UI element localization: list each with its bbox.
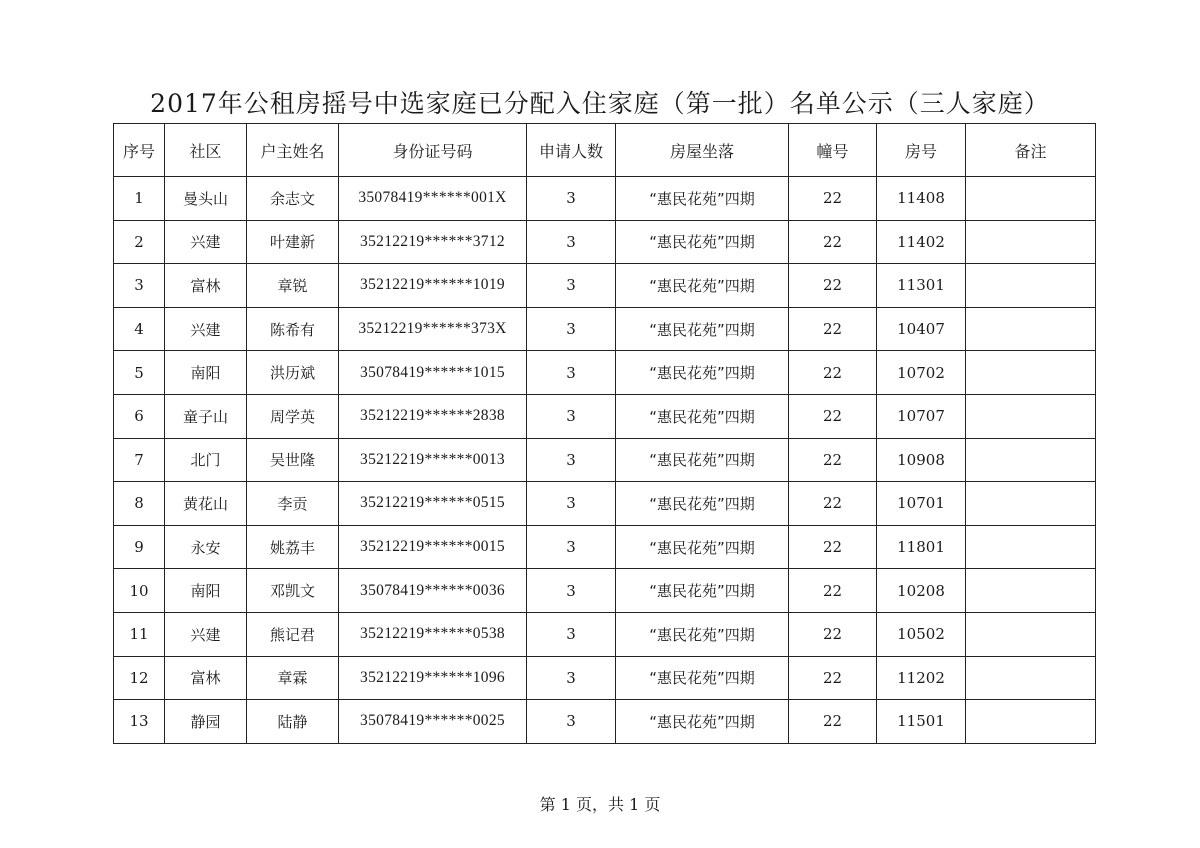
cell-col-seq: 4: [114, 307, 165, 351]
document-title: 2017年公租房摇号中选家庭已分配入住家庭（第一批）名单公示（三人家庭）: [150, 89, 1050, 118]
header-col-building: 幢号: [789, 124, 877, 177]
cell-col-location: “惠民花苑”四期: [616, 656, 789, 700]
cell-col-location: “惠民花苑”四期: [616, 612, 789, 656]
cell-col-applicants: 3: [527, 351, 616, 395]
page-footer: 第 1 页，共 1 页: [539, 795, 661, 814]
header-col-location: 房屋坐落: [616, 124, 789, 177]
cell-col-applicants: 3: [527, 656, 616, 700]
cell-col-location: “惠民花苑”四期: [616, 700, 789, 744]
cell-col-remarks: [966, 700, 1096, 744]
header-col-householder: 户主姓名: [247, 124, 339, 177]
cell-col-householder: 周学英: [247, 394, 339, 438]
cell-col-remarks: [966, 394, 1096, 438]
table-row: [114, 525, 1096, 569]
cell-col-applicants: 3: [527, 482, 616, 526]
table-row: [114, 264, 1096, 308]
cell-col-householder: 余志文: [247, 177, 339, 221]
cell-col-id-number: 35078419******1015: [339, 351, 527, 395]
cell-col-remarks: [966, 656, 1096, 700]
table-row: [114, 569, 1096, 613]
cell-col-id-number: 35078419******0025: [339, 700, 527, 744]
cell-col-room: 11501: [877, 700, 966, 744]
cell-col-room: 10908: [877, 438, 966, 482]
table-row: [114, 351, 1096, 395]
table-row: [114, 656, 1096, 700]
cell-col-householder: 叶建新: [247, 220, 339, 264]
cell-col-building: 22: [789, 438, 877, 482]
cell-col-householder: 陆静: [247, 700, 339, 744]
cell-col-seq: 10: [114, 569, 165, 613]
cell-col-room: 11801: [877, 525, 966, 569]
cell-col-remarks: [966, 351, 1096, 395]
cell-col-community: 曼头山: [165, 177, 247, 221]
cell-col-seq: 9: [114, 525, 165, 569]
cell-col-householder: 李贡: [247, 482, 339, 526]
cell-col-applicants: 3: [527, 612, 616, 656]
cell-col-householder: 陈希有: [247, 307, 339, 351]
table-row: [114, 612, 1096, 656]
cell-col-building: 22: [789, 307, 877, 351]
cell-col-remarks: [966, 264, 1096, 308]
cell-col-location: “惠民花苑”四期: [616, 220, 789, 264]
table-row: [114, 482, 1096, 526]
cell-col-location: “惠民花苑”四期: [616, 307, 789, 351]
household-table: [113, 123, 1096, 744]
cell-col-remarks: [966, 569, 1096, 613]
cell-col-building: 22: [789, 612, 877, 656]
header-col-room: 房号: [877, 124, 966, 177]
cell-col-id-number: 35078419******0036: [339, 569, 527, 613]
cell-col-remarks: [966, 177, 1096, 221]
cell-col-room: 11202: [877, 656, 966, 700]
cell-col-applicants: 3: [527, 177, 616, 221]
cell-col-room: 10702: [877, 351, 966, 395]
cell-col-location: “惠民花苑”四期: [616, 177, 789, 221]
cell-col-location: “惠民花苑”四期: [616, 569, 789, 613]
header-col-community: 社区: [165, 124, 247, 177]
cell-col-seq: 5: [114, 351, 165, 395]
cell-col-room: 11301: [877, 264, 966, 308]
table-header-row: [114, 124, 1096, 177]
cell-col-building: 22: [789, 177, 877, 221]
cell-col-applicants: 3: [527, 525, 616, 569]
cell-col-location: “惠民花苑”四期: [616, 525, 789, 569]
cell-col-room: 10707: [877, 394, 966, 438]
cell-col-seq: 8: [114, 482, 165, 526]
cell-col-room: 11408: [877, 177, 966, 221]
cell-col-seq: 3: [114, 264, 165, 308]
cell-col-id-number: 35078419******001X: [339, 177, 527, 221]
header-col-remarks: 备注: [966, 124, 1096, 177]
cell-col-location: “惠民花苑”四期: [616, 438, 789, 482]
cell-col-community: 南阳: [165, 351, 247, 395]
cell-col-applicants: 3: [527, 307, 616, 351]
cell-col-seq: 2: [114, 220, 165, 264]
header-col-id-number: 身份证号码: [339, 124, 527, 177]
cell-col-householder: 吴世隆: [247, 438, 339, 482]
cell-col-remarks: [966, 612, 1096, 656]
table-row: [114, 220, 1096, 264]
table-row: [114, 394, 1096, 438]
table-row: [114, 700, 1096, 744]
cell-col-community: 兴建: [165, 307, 247, 351]
cell-col-building: 22: [789, 525, 877, 569]
cell-col-building: 22: [789, 351, 877, 395]
cell-col-community: 童子山: [165, 394, 247, 438]
cell-col-applicants: 3: [527, 264, 616, 308]
cell-col-location: “惠民花苑”四期: [616, 394, 789, 438]
cell-col-seq: 7: [114, 438, 165, 482]
header-col-seq: 序号: [114, 124, 165, 177]
cell-col-remarks: [966, 482, 1096, 526]
cell-col-seq: 6: [114, 394, 165, 438]
cell-col-location: “惠民花苑”四期: [616, 264, 789, 308]
cell-col-seq: 12: [114, 656, 165, 700]
cell-col-building: 22: [789, 220, 877, 264]
cell-col-room: 11402: [877, 220, 966, 264]
cell-col-remarks: [966, 438, 1096, 482]
cell-col-applicants: 3: [527, 569, 616, 613]
cell-col-seq: 11: [114, 612, 165, 656]
cell-col-room: 10502: [877, 612, 966, 656]
table-row: [114, 307, 1096, 351]
cell-col-applicants: 3: [527, 700, 616, 744]
cell-col-building: 22: [789, 482, 877, 526]
cell-col-remarks: [966, 525, 1096, 569]
table-row: [114, 438, 1096, 482]
cell-col-community: 富林: [165, 656, 247, 700]
cell-col-room: 10701: [877, 482, 966, 526]
cell-col-id-number: 35212219******2838: [339, 394, 527, 438]
cell-col-householder: 熊记君: [247, 612, 339, 656]
table-body: [114, 177, 1096, 744]
cell-col-householder: 邓凯文: [247, 569, 339, 613]
cell-col-householder: 姚荔丰: [247, 525, 339, 569]
cell-col-applicants: 3: [527, 220, 616, 264]
cell-col-community: 静园: [165, 700, 247, 744]
cell-col-id-number: 35212219******1019: [339, 264, 527, 308]
cell-col-location: “惠民花苑”四期: [616, 482, 789, 526]
cell-col-householder: 章霖: [247, 656, 339, 700]
cell-col-seq: 13: [114, 700, 165, 744]
cell-col-building: 22: [789, 700, 877, 744]
cell-col-householder: 洪历斌: [247, 351, 339, 395]
cell-col-room: 10208: [877, 569, 966, 613]
cell-col-id-number: 35212219******0013: [339, 438, 527, 482]
cell-col-remarks: [966, 220, 1096, 264]
cell-col-remarks: [966, 307, 1096, 351]
cell-col-id-number: 35212219******3712: [339, 220, 527, 264]
cell-col-community: 兴建: [165, 612, 247, 656]
cell-col-id-number: 35212219******0515: [339, 482, 527, 526]
cell-col-community: 南阳: [165, 569, 247, 613]
header-col-applicants: 申请人数: [527, 124, 616, 177]
cell-col-room: 10407: [877, 307, 966, 351]
cell-col-id-number: 35212219******0015: [339, 525, 527, 569]
cell-col-applicants: 3: [527, 394, 616, 438]
cell-col-building: 22: [789, 656, 877, 700]
cell-col-householder: 章锐: [247, 264, 339, 308]
cell-col-building: 22: [789, 264, 877, 308]
table-row: [114, 177, 1096, 221]
cell-col-building: 22: [789, 569, 877, 613]
cell-col-id-number: 35212219******373X: [339, 307, 527, 351]
cell-col-community: 富林: [165, 264, 247, 308]
cell-col-location: “惠民花苑”四期: [616, 351, 789, 395]
cell-col-seq: 1: [114, 177, 165, 221]
cell-col-applicants: 3: [527, 438, 616, 482]
cell-col-id-number: 35212219******0538: [339, 612, 527, 656]
cell-col-community: 兴建: [165, 220, 247, 264]
cell-col-community: 黄花山: [165, 482, 247, 526]
cell-col-community: 永安: [165, 525, 247, 569]
cell-col-id-number: 35212219******1096: [339, 656, 527, 700]
cell-col-building: 22: [789, 394, 877, 438]
cell-col-community: 北门: [165, 438, 247, 482]
